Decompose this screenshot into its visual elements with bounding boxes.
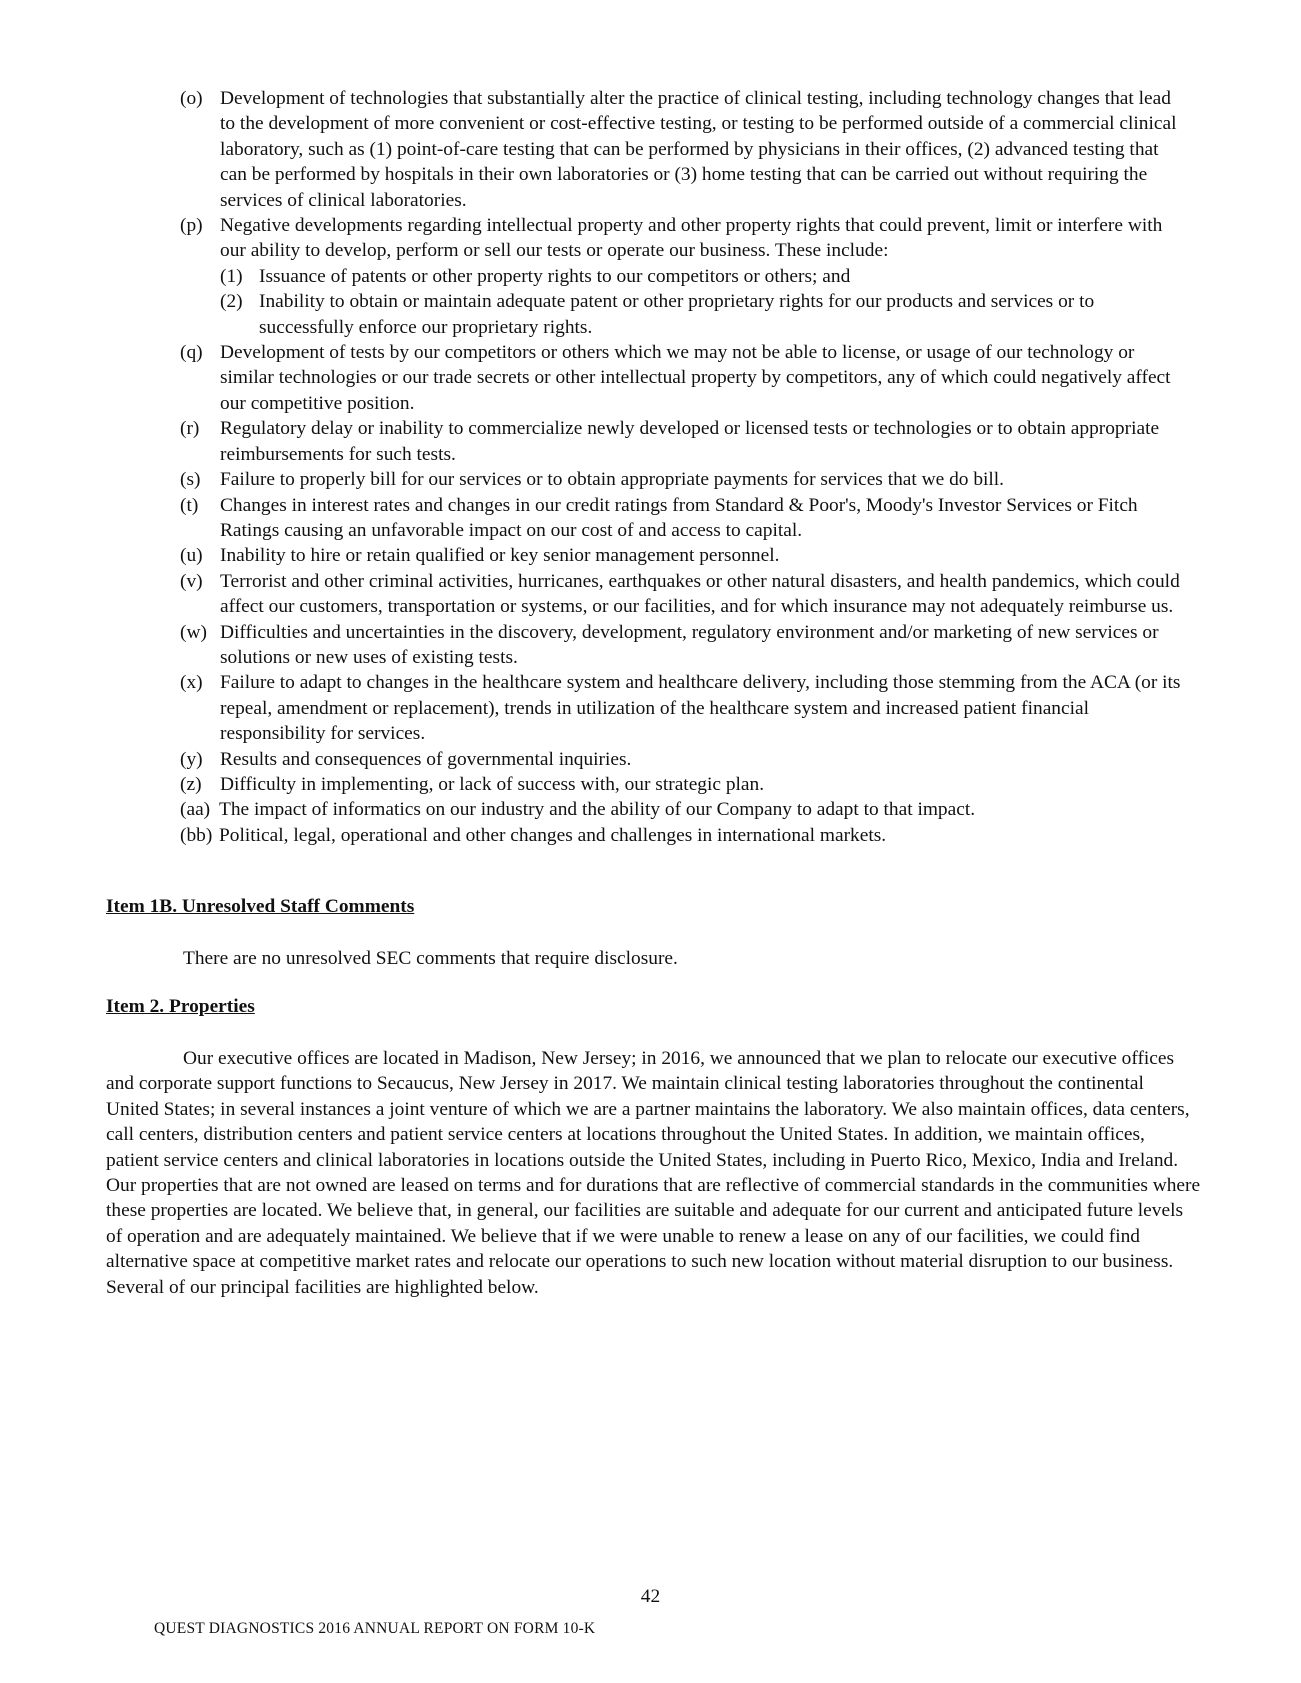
item-2-paragraph: Our executive offices are located in Madison, New Jersey; in 2016, we announced that we plan to relocate our executive offices and corporate support functions to Secaucus, New Jersey in 2017. We maintain clinical testing laboratories throughout the continental United States; in several instances a joint venture of which we are a partner maintains the laboratory. We also maintain offices, data centers, call centers, distribution centers and patient service centers at locations throughout the United States. In addition, we maintain offices, patient service centers and clinical laboratories in locations outside the United States, including in Puerto Rico, Mexico, India and Ireland. Our properties that are not owned are leased on terms and for durations that are reflective of commercial standards in the communities where these properties are located. We believe that, in general, our facilities are suitable and adequate for our current and anticipated future levels of operation and are adequately maintained. We believe that if we were unable to renew a lease on any of our facilities, we could find alternative space at competitive market rates and relocate our operations to such new location without material disruption to our business. Several of our principal facilities are highlighted below. xyxy=(106,1048,1201,1298)
list-item xyxy=(180,86,1190,213)
list-item-text: Inability to hire or retain qualified or key senior management personnel. xyxy=(220,545,780,567)
list-item xyxy=(180,213,1190,340)
list-item xyxy=(180,340,1190,416)
list-item xyxy=(180,620,1190,671)
list-marker: (z) xyxy=(180,773,202,795)
list-item xyxy=(180,772,1190,797)
list-marker: (t) xyxy=(180,494,199,516)
list-item xyxy=(180,493,1190,544)
list-item xyxy=(180,823,1190,848)
list-item xyxy=(180,543,1190,568)
list-item-text: Difficulties and uncertainties in the discovery, development, regulatory environment and/or marketing of new services or solutions or new uses of existing tests. xyxy=(220,621,1159,668)
list-item xyxy=(180,797,1190,822)
risk-factor-list xyxy=(180,86,1190,848)
list-item xyxy=(180,747,1190,772)
list-marker: (p) xyxy=(180,215,203,237)
list-item-text: The impact of informatics on our industry and the ability of our Company to adapt to that impact. xyxy=(219,799,976,821)
list-item-text: Development of tests by our competitors or others which we may not be able to license, or usage of our technology or similar technologies or our trade secrets or other intellectual property by competitors, any of which could negatively affect our competitive position. xyxy=(220,342,1171,414)
list-item xyxy=(180,569,1190,620)
list-marker: (bb) xyxy=(180,824,213,846)
page-footer: QUEST DIAGNOSTICS 2016 ANNUAL REPORT ON FORM 10-K xyxy=(154,1620,596,1637)
list-item-text: Failure to properly bill for our services or to obtain appropriate payments for services that we do bill. xyxy=(220,469,1005,491)
list-item-text: Development of technologies that substantially alter the practice of clinical testing, including technology changes that lead to the development of more convenient or cost-effective testing, or testing to be performed outside of a commercial clinical laboratory, such as (1) point-of-care testing that can be performed by physicians in their offices, (2) advanced testing that can be performed by hospitals in their own laboratories or (3) home testing that can be carried out without requiring the services of clinical laboratories. xyxy=(220,88,1177,211)
list-item-text: Results and consequences of governmental inquiries. xyxy=(220,748,632,770)
list-item-text: Difficulty in implementing, or lack of success with, our strategic plan. xyxy=(220,773,765,795)
list-item-text: Changes in interest rates and changes in our credit ratings from Standard & Poor's, Moody's Investor Services or Fitch Ratings causing an unfavorable impact on our cost of and access to capital. xyxy=(220,494,1138,541)
list-marker: (x) xyxy=(180,672,203,694)
sub-list-item-text: Inability to obtain or maintain adequate patent or other proprietary rights for our products and services or to successfully enforce our proprietary rights. xyxy=(259,291,1095,338)
section-heading-item-2: Item 2. Properties xyxy=(106,996,255,1017)
sub-list-marker: (1) xyxy=(220,265,243,287)
list-item xyxy=(180,670,1190,746)
list-marker: (w) xyxy=(180,621,207,643)
list-marker: (u) xyxy=(180,545,203,567)
list-marker: (q) xyxy=(180,342,203,364)
list-item-text: Regulatory delay or inability to commercialize newly developed or licensed tests or technologies or to obtain appropriate reimbursements for such tests. xyxy=(220,418,1160,465)
list-marker: (s) xyxy=(180,469,201,491)
page-number: 42 xyxy=(640,1586,661,1607)
list-marker: (y) xyxy=(180,748,203,770)
section-heading-item-1b: Item 1B. Unresolved Staff Comments xyxy=(106,896,415,917)
list-marker: (v) xyxy=(180,570,203,592)
list-item-text: Negative developments regarding intellectual property and other property rights that could prevent, limit or interfere with our ability to develop, perform or sell our tests or operate our business. These include: xyxy=(220,215,1163,262)
list-marker: (o) xyxy=(180,88,203,109)
sub-list-item xyxy=(220,264,1190,289)
sub-list-item-text: Issuance of patents or other property rights to our competitors or others; and xyxy=(259,265,851,287)
list-item-text: Political, legal, operational and other changes and challenges in international markets. xyxy=(219,824,887,846)
list-marker: (aa) xyxy=(180,799,211,821)
list-item xyxy=(180,467,1190,492)
sub-list-item xyxy=(220,289,1190,340)
sub-list-marker: (2) xyxy=(220,291,243,313)
item-1b-paragraph: There are no unresolved SEC comments that require disclosure. xyxy=(183,948,678,969)
list-marker: (r) xyxy=(180,418,200,440)
list-item-text: Failure to adapt to changes in the healthcare system and healthcare delivery, including those stemming from the ACA (or its repeal, amendment or replacement), trends in utilization of the healthcare system and increased patient financial responsibility for services. xyxy=(220,672,1181,745)
list-item xyxy=(180,416,1190,467)
list-item-text: Terrorist and other criminal activities, hurricanes, earthquakes or other natural disasters, and health pandemics, which could affect our customers, transportation or systems, or our facilities, and for which insurance may not adequately reimburse us. xyxy=(220,570,1180,618)
